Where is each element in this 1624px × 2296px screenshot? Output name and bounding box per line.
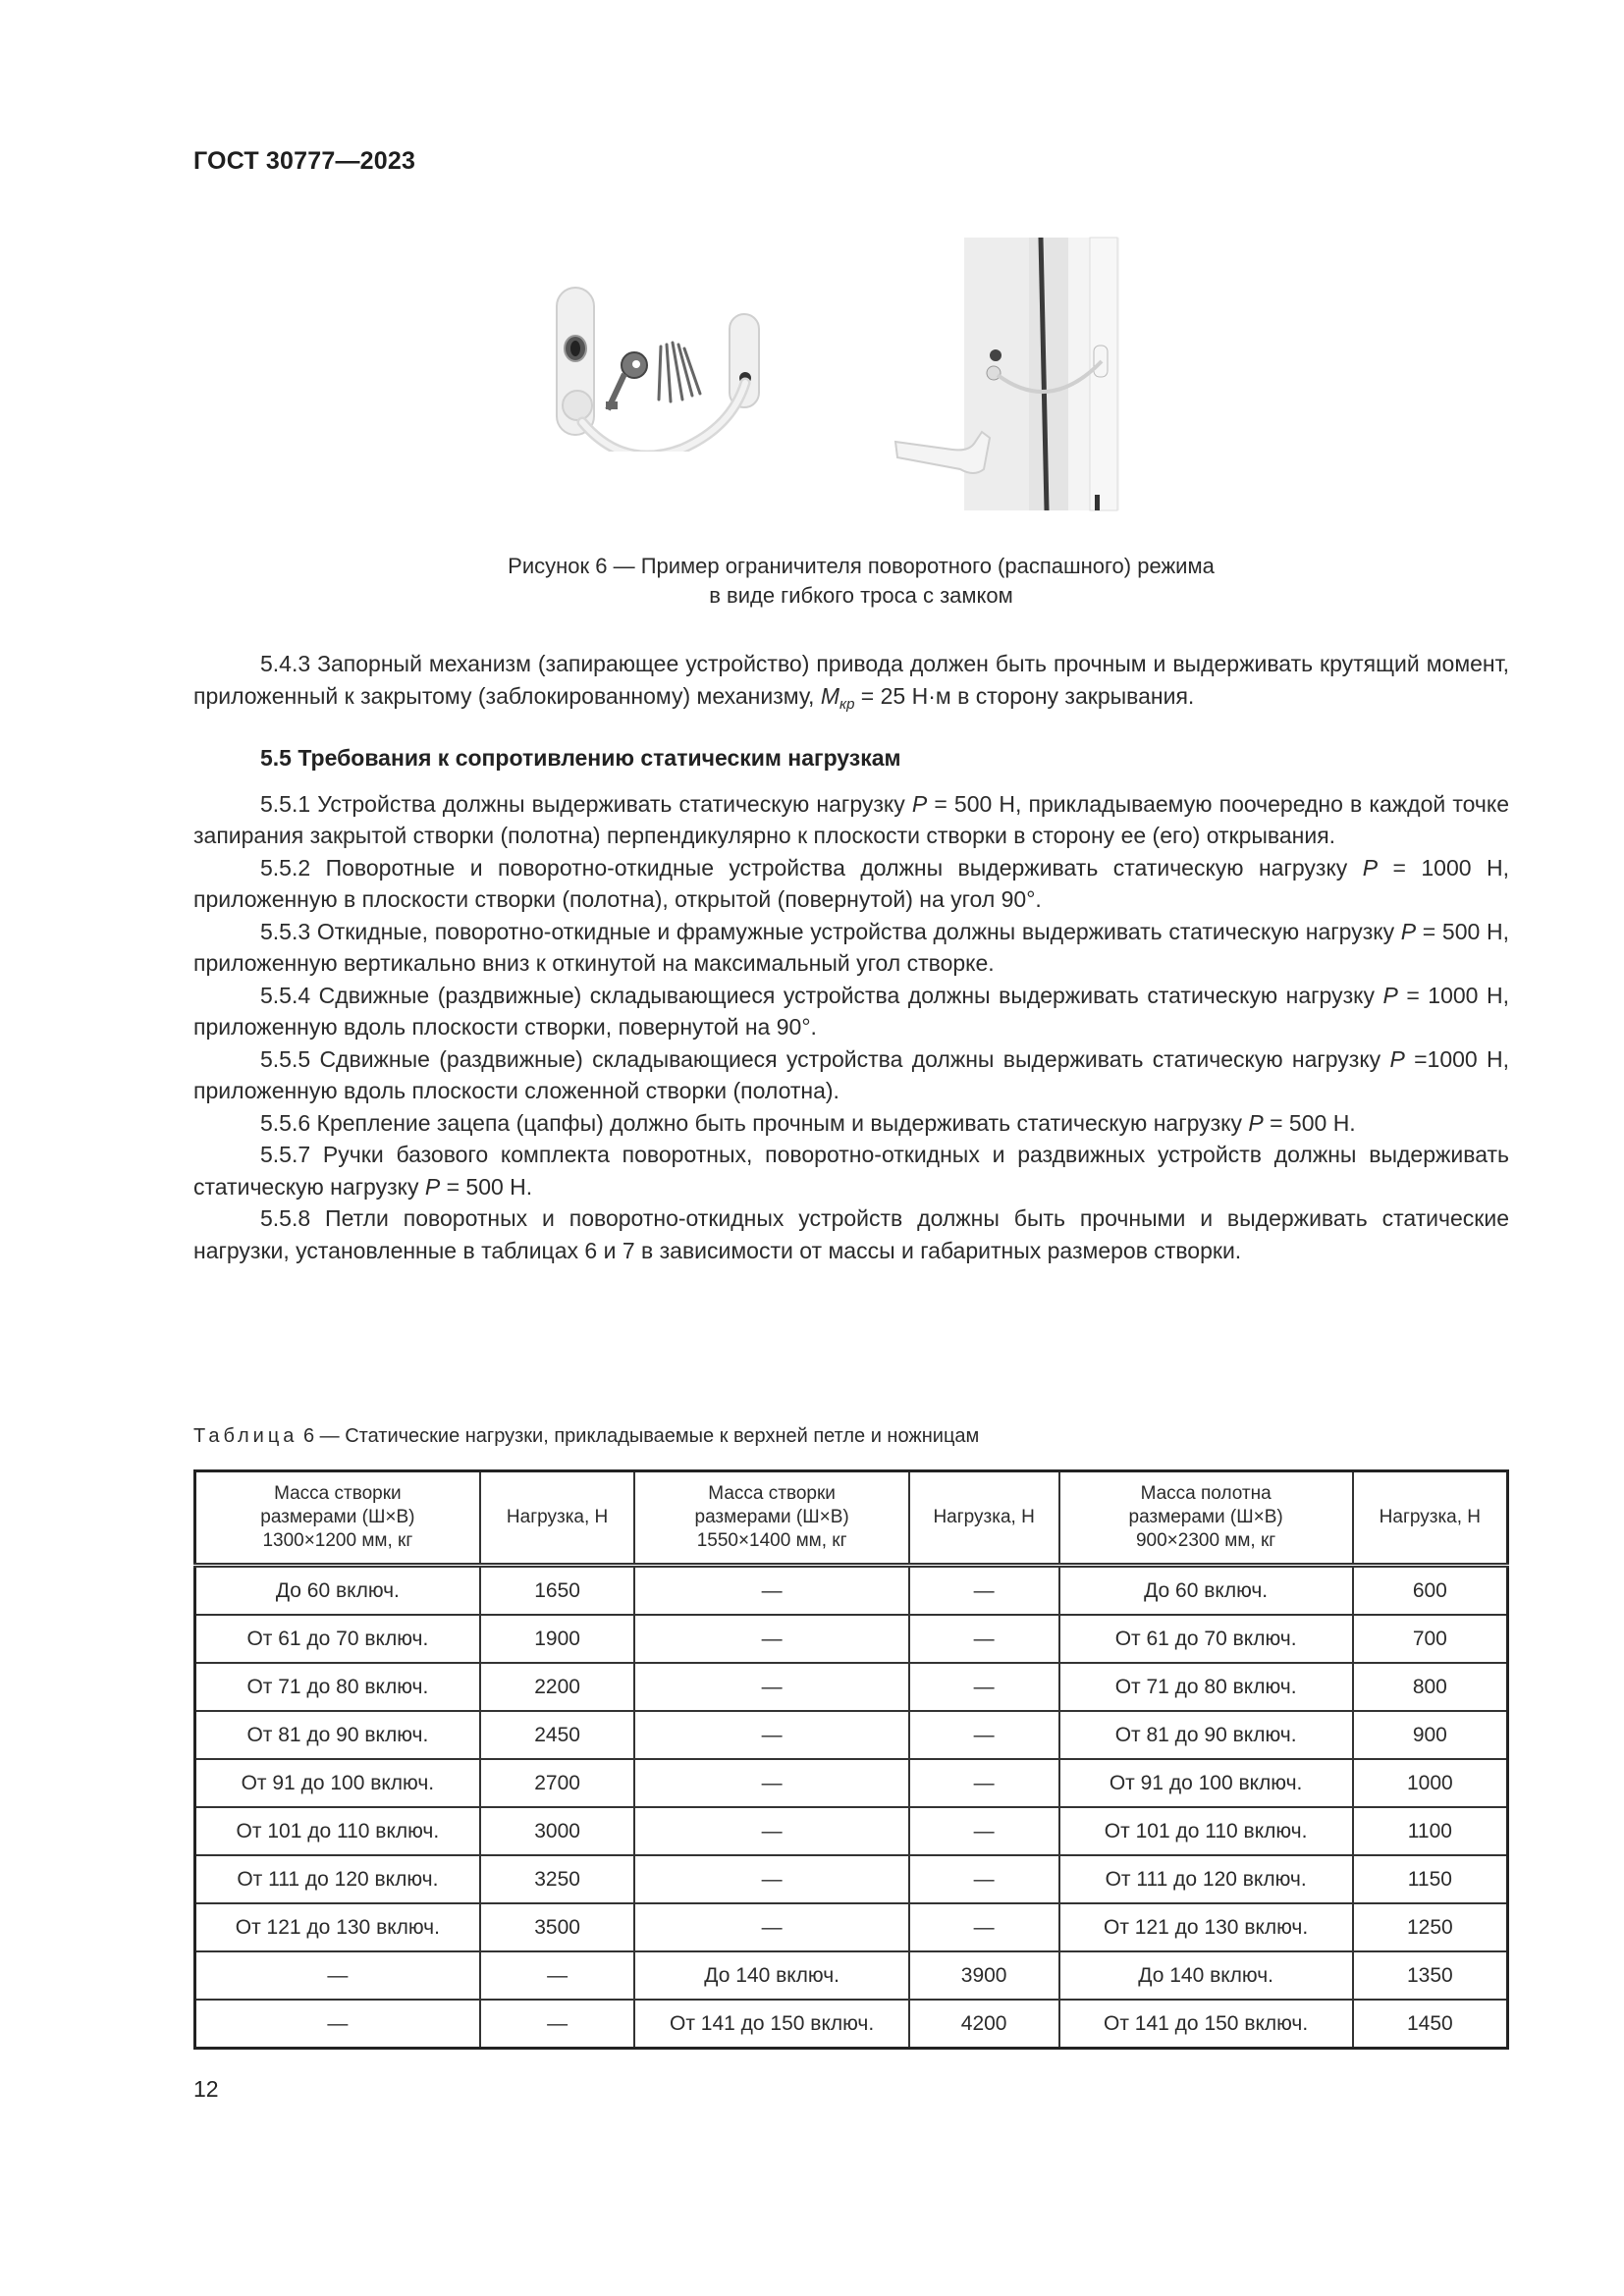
paragraph-5-5-6: 5.5.6 Крепление зацепа (цапфы) должно быть прочным и выдерживать статическую нагрузку P = 500 Н. [260,1109,1356,1136]
table-cell: До 60 включ. [1059,1566,1353,1616]
table-cell: 1350 [1353,1951,1508,2000]
table-row [195,1566,1508,1616]
table-cell: — [634,1566,908,1616]
figure-image-installed-limiter [884,236,1154,512]
table-cell: От 121 до 130 включ. [1059,1903,1353,1951]
table-cell: — [909,1759,1059,1807]
table-cell: От 141 до 150 включ. [1059,2000,1353,2049]
table-header-line: Масса створки [708,1483,836,1504]
static-loads-table [193,1469,1509,2050]
table-row [195,1759,1508,1807]
table-cell: — [909,1711,1059,1759]
table-cell: От 101 до 110 включ. [1059,1807,1353,1855]
paragraph-5-5-2: 5.5.2 Поворотные и поворотно-откидные устройства должны выдерживать статическую нагрузку P = 1000 Н, приложенную в плоскости створки (полотна), открытой (повернутой) на угол 90°. [193,854,1509,912]
figure-caption [295,552,1428,611]
paragraph-5-5-8: 5.5.8 Петли поворотных и поворотно-откидных устройств должны быть прочными и выдерживать статические нагрузки, установленные в таблицах 6 и 7 в зависимости от массы и габаритных размеров створки. [193,1205,1509,1263]
table-cell: 1150 [1353,1855,1508,1903]
table-header-row [195,1471,1508,1566]
table-header-line: размерами (Ш×В) [260,1507,415,1527]
figure-image-cable-limiter [545,280,790,452]
table-cell: От 141 до 150 включ. [634,2000,908,2049]
table-cell: 2700 [480,1759,635,1807]
table-cell: От 101 до 110 включ. [195,1807,480,1855]
table-cell: — [634,1807,908,1855]
table-header-cell [480,1471,635,1566]
table-cell: До 140 включ. [1059,1951,1353,2000]
figure-caption-line1: Рисунок 6 — Пример ограничителя поворотного (распашного) режима [508,554,1215,578]
table-header-line: размерами (Ш×В) [694,1507,849,1527]
table-header-cell [195,1471,480,1566]
section-heading-5-5: 5.5 Требования к сопротивлению статическим нагрузкам [260,745,901,771]
table-cell: 1250 [1353,1903,1508,1951]
table-cell: 3000 [480,1807,635,1855]
table-cell: — [634,1759,908,1807]
table-cell: От 61 до 70 включ. [1059,1615,1353,1663]
table-row [195,1615,1508,1663]
table-cell: От 111 до 120 включ. [195,1855,480,1903]
paragraph-5-4-3: 5.4.3 Запорный механизм (запирающее устройство) привода должен быть прочным и выдерживать крутящий момент, приложенный к закрытому (заблокированному) механизму, $M_{кр} = 25$ Н·м в сторону закрывания. [193,651,1509,713]
table-cell: — [909,1566,1059,1616]
table-header-line: Масса створки [274,1483,402,1504]
table-row [195,1807,1508,1855]
table-header-cell [1353,1471,1508,1566]
table-cell: 1450 [1353,2000,1508,2049]
table-cell: 700 [1353,1615,1508,1663]
table-cell: От 121 до 130 включ. [195,1903,480,1951]
table-cell: 1100 [1353,1807,1508,1855]
table-header-line: 1300×1200 мм, кг [262,1530,413,1551]
table-cell: — [195,2000,480,2049]
table-header-line: 900×2300 мм, кг [1135,1530,1276,1551]
table-cell: От 61 до 70 включ. [195,1615,480,1663]
table-cell: — [480,2000,635,2049]
table-cell: 2200 [480,1663,635,1711]
cable-limiter-icon [545,280,790,452]
table-cell: От 81 до 90 включ. [1059,1711,1353,1759]
table-cell: До 60 включ. [195,1566,480,1616]
table-cell: 2450 [480,1711,635,1759]
table-cell: — [909,1663,1059,1711]
figure-caption-line2: в виде гибкого троса с замком [709,583,1013,608]
table-row [195,1951,1508,2000]
body-text [193,648,1509,1266]
table-cell: От 111 до 120 включ. [1059,1855,1353,1903]
table-cell: 800 [1353,1663,1508,1711]
table-cell: До 140 включ. [634,1951,908,2000]
table-cell: — [634,1711,908,1759]
table-cell: 4200 [909,2000,1059,2049]
table-cell: 900 [1353,1711,1508,1759]
paragraph-5-5-7: 5.5.7 Ручки базового комплекта поворотных, поворотно-откидных и раздвижных устройств должны выдерживать статическую нагрузку P = 500 Н. [193,1142,1509,1200]
table-cell: 3500 [480,1903,635,1951]
document-header: ГОСТ 30777—2023 [193,147,416,175]
table-cell: — [909,1855,1059,1903]
table-cell: — [634,1663,908,1711]
window-frame-icon [884,236,1154,512]
table-cell: От 81 до 90 включ. [195,1711,480,1759]
table-cell: — [634,1903,908,1951]
table-caption [193,1425,979,1448]
table-header-line: 1550×1400 мм, кг [696,1530,847,1551]
table-row [195,2000,1508,2049]
table-row [195,1711,1508,1759]
table-cell: 1900 [480,1615,635,1663]
table-header-cell [1059,1471,1353,1566]
table-cell: — [634,1855,908,1903]
paragraph-5-5-1: 5.5.1 Устройства должны выдерживать статическую нагрузку P = 500 Н, прикладываемую поочередно в каждой точке запирания закрытой створки (полотна) перпендикулярно к плоскости створки в сторону ее (его) открывания. [193,790,1509,848]
table-cell: От 71 до 80 включ. [195,1663,480,1711]
paragraph-5-5-3: 5.5.3 Откидные, поворотно-откидные и фрамужные устройства должны выдерживать статическую нагрузку P = 500 Н, приложенную вертикально вниз к откинутой на максимальный угол створке. [193,918,1509,976]
table-header-line: Нагрузка, Н [506,1507,609,1527]
table-row [195,1855,1508,1903]
paragraph-5-5-4: 5.5.4 Сдвижные (раздвижные) складывающиеся устройства должны выдерживать статическую нагрузку P = 1000 Н, приложенную вдоль плоскости створки, повернутой на 90°. [193,982,1509,1040]
table-cell: 1650 [480,1566,635,1616]
table-cell: — [195,1951,480,2000]
table-cell: — [634,1615,908,1663]
page-number: 12 [193,2076,219,2102]
table-cell: 600 [1353,1566,1508,1616]
table-header-line: Масса полотна [1140,1483,1272,1504]
table-cell: 3250 [480,1855,635,1903]
table-header-line: размерами (Ш×В) [1128,1507,1283,1527]
table-cell: — [480,1951,635,2000]
table-header-line: Нагрузка, Н [933,1507,1035,1527]
table-cell: От 91 до 100 включ. [195,1759,480,1807]
paragraph-5-5-5: 5.5.5 Сдвижные (раздвижные) складывающиеся устройства должны выдерживать статическую нагрузку P =1000 Н, приложенную вдоль плоскости сложенной створки (полотна). [193,1045,1509,1103]
table-caption-label: Таблица [193,1425,298,1447]
table-header-cell [634,1471,908,1566]
table-cell: От 91 до 100 включ. [1059,1759,1353,1807]
table-cell: — [909,1615,1059,1663]
table-cell: — [909,1807,1059,1855]
table-cell: 3900 [909,1951,1059,2000]
table-caption-text: 6 — Статические нагрузки, прикладываемые к верхней петле и ножницам [302,1425,980,1447]
table-cell: От 71 до 80 включ. [1059,1663,1353,1711]
table-header-line: Нагрузка, Н [1379,1507,1482,1527]
table-header-cell [909,1471,1059,1566]
table-cell: 1000 [1353,1759,1508,1807]
table-body [195,1566,1508,2049]
table-row [195,1663,1508,1711]
table-row [195,1903,1508,1951]
table-cell: — [909,1903,1059,1951]
